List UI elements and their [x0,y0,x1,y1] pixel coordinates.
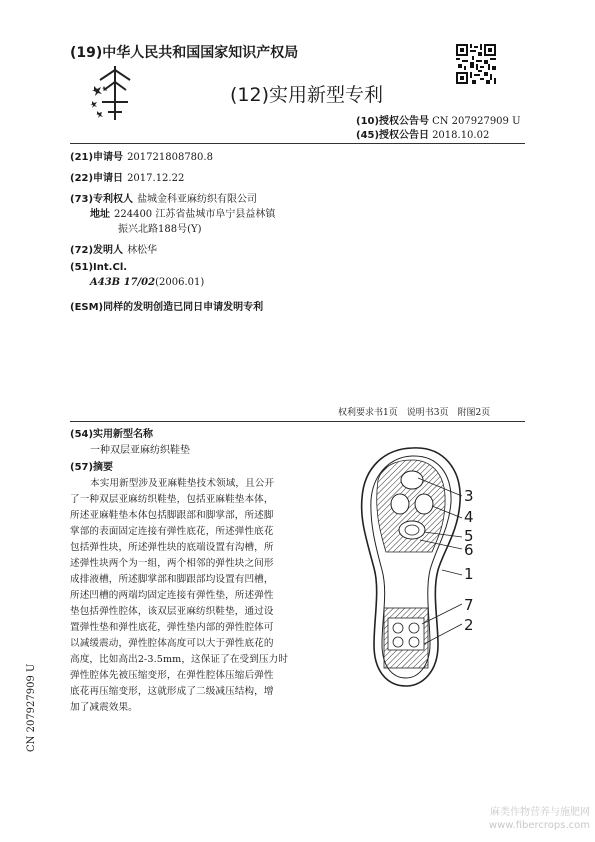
elastic-pad [399,521,425,539]
elastic-pad [415,494,433,514]
figure-label: 1 [464,565,474,583]
utility-model-title: 一种双层亚麻纺织鞋垫 [90,445,190,456]
abstract-line: 以减缓震动，弹性腔体高度可以大于弹性底花的 [70,638,274,649]
header-divider [70,143,525,144]
qr-code [456,44,496,84]
pages-info: 权利要求书1页 说明书3页 附图2页 [338,408,491,418]
abstract-line: 成排液槽，所述脚掌部和脚跟部均设置有凹槽， [70,574,274,585]
application-date: (22)申请日 2017.12.22 [70,173,185,184]
side-publication-number: CN 207927909 U [26,663,37,752]
abstract-line: 底花再压缩变形，这就形成了二级减压结构，增 [70,686,274,697]
abstract-line: 弹性腔体先被压缩变形，在弹性腔体压缩后弹性 [70,670,274,681]
esm-note: (ESM)同样的发明创造已同日申请发明专利 [70,302,264,313]
figure-label: 5 [464,527,474,545]
patent-owner: (73)专利权人 盐城金科亚麻纺织有限公司 [70,194,258,205]
figure-label: 7 [464,596,474,614]
document-type-title: (12)实用新型专利 [230,84,384,106]
application-number: (21)申请号 201721808780.8 [70,152,213,163]
abstract-line: 所述亚麻鞋垫本体包括脚跟部和脚掌部，所述脚 [70,510,274,521]
abstract-label: (57)摘要 [70,462,114,473]
patent-office-emblem [82,60,148,126]
heel-elastic-pad [409,637,419,647]
abstract-line: 本实用新型涉及亚麻鞋垫技术领域，且公开 [90,478,275,489]
abstract-line: 所述凹槽的两端均固定连接有弹性垫，所述弹性 [70,590,274,601]
elastic-pad [401,471,423,489]
issuing-office: (19)中华人民共和国国家知识产权局 [70,45,299,61]
inventor: (72)发明人 林松华 [70,245,158,256]
owner-address: 地址 224400 江苏省盐城市阜宁县益林镇 [90,209,276,220]
utility-model-title-label: (54)实用新型名称 [70,429,154,440]
publication-number: (10)授权公告号 CN 207927909 U [356,116,521,127]
leader-line [442,570,462,575]
elastic-pad [391,494,409,514]
owner-address-line2: 振兴北路188号(Y) [118,224,202,235]
heel-elastic-pad [393,623,403,633]
section-divider [70,421,525,422]
abstract-line: 了一种双层亚麻纺织鞋垫，包括亚麻鞋垫本体， [70,494,274,505]
int-cl-label: (51)Int.Cl. [70,262,128,273]
figure-label: 2 [464,616,474,634]
abstract-line: 包括弹性块，所述弹性块的底端设置有沟槽，所 [70,542,274,553]
heel-elastic-pad [409,623,419,633]
abstract-line: 加了减震效果。 [70,702,138,713]
publication-date: (45)授权公告日 2018.10.02 [356,130,490,141]
abstract-line: 述弹性块两个为一组，两个相邻的弹性块之间形 [70,558,274,569]
abstract-line: 掌部的表面固定连接有弹性底花，所述弹性底花 [70,526,274,537]
figure-label: 6 [464,541,474,559]
watermark: 麻类作物营养与施肥网 www.fibercrops.com [488,807,590,831]
abstract-line: 垫包括弹性腔体，该双层亚麻纺织鞋垫，通过设 [70,606,274,617]
abstract-line: 置弹性垫和弹性底花，弹性垫内部的弹性腔体可 [70,622,274,633]
heel-groove [388,618,424,650]
figure-label: 4 [464,508,474,526]
int-cl-code: A43B 17/02(2006.01) [90,277,205,288]
figure-label: 3 [464,487,474,505]
abstract-line: 高度，比如高出2-3.5mm，这保证了在受到压力时 [70,654,288,665]
heel-elastic-pad [393,637,403,647]
